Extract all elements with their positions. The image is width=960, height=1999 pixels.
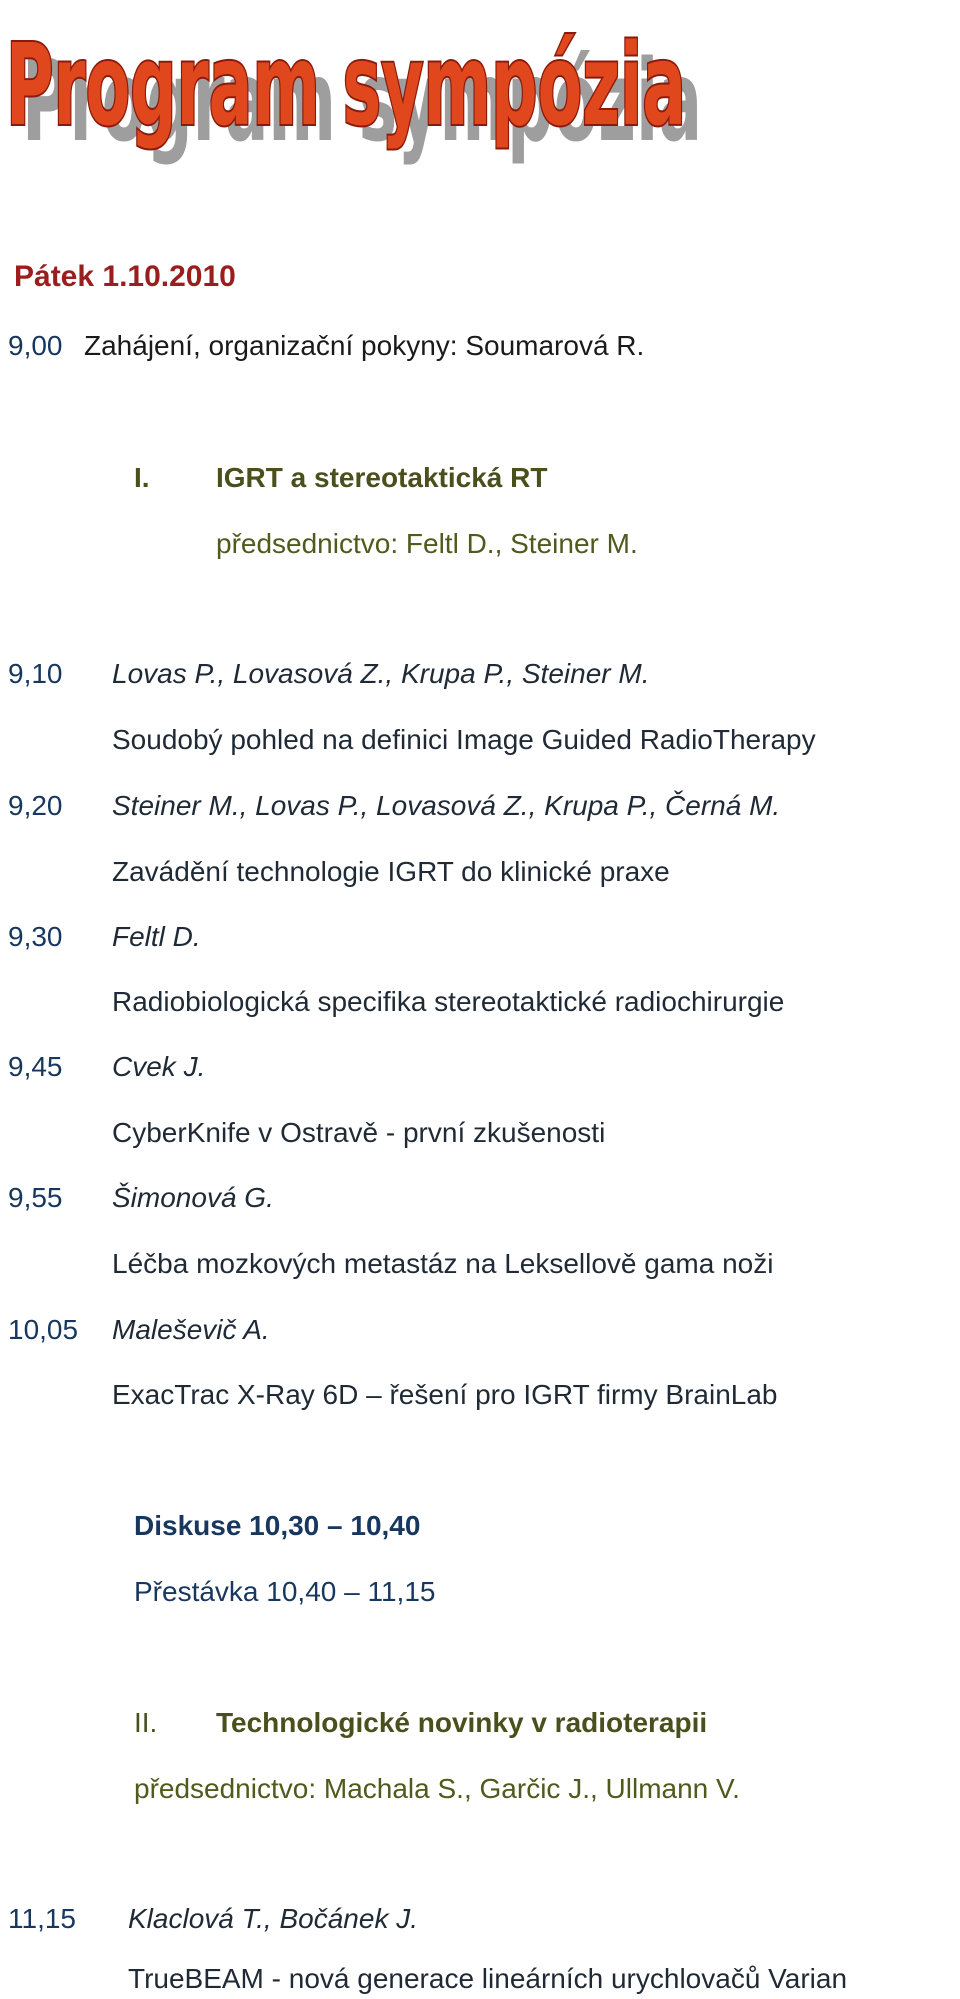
day-heading: Pátek 1.10.2010 xyxy=(14,260,236,293)
logo-shadow-text: Program sympózia xyxy=(22,37,702,167)
talk-title: ExacTrac X-Ray 6D – řešení pro IGRT firmy BrainLab xyxy=(112,1379,778,1410)
talk-title: Soudobý pohled na definici Image Guided RadioTherapy xyxy=(112,724,816,755)
section1-title: IGRT a stereotaktická RT xyxy=(216,462,548,493)
section1-chairs: předsednictvo: Feltl D., Steiner M. xyxy=(216,528,638,559)
talk-speakers: Lovas P., Lovasová Z., Krupa P., Steiner M. xyxy=(112,658,650,689)
talk-speakers: Steiner M., Lovas P., Lovasová Z., Krupa P., Černá M. xyxy=(112,790,781,821)
talk-speakers: Šimonová G. xyxy=(112,1182,274,1213)
section2-chairs: předsednictvo: Machala S., Garčic J., Ullmann V. xyxy=(134,1773,740,1804)
talk-speakers: Klaclová T., Bočánek J. xyxy=(128,1903,419,1934)
opening-text: Zahájení, organizační pokyny: Soumarová R. xyxy=(84,330,645,361)
talk-title: Radiobiologická specifika stereotaktické radiochirurgie xyxy=(112,986,785,1017)
talk-title: TrueBEAM - nová generace lineárních urychlovačů Varian xyxy=(128,1963,848,1994)
talk-speakers: Cvek J. xyxy=(112,1051,206,1082)
section1-number: I. xyxy=(134,462,150,493)
section2-title: Technologické novinky v radioterapii xyxy=(216,1707,708,1738)
break-time: Přestávka 10,40 – 11,15 xyxy=(134,1576,436,1607)
talk-title: CyberKnife v Ostravě - první zkušenosti xyxy=(112,1117,606,1148)
discussion-time: Diskuse 10,30 – 10,40 xyxy=(134,1510,421,1541)
talk-title: Zavádění technologie IGRT do klinické praxe xyxy=(112,856,670,887)
talk-speakers: Feltl D. xyxy=(112,921,201,952)
talk-time: 9,30 xyxy=(8,921,63,952)
program-logo xyxy=(0,0,720,180)
talk-speakers: Maleševič A. xyxy=(112,1314,270,1345)
logo-text: Program sympózia xyxy=(6,21,686,151)
talk-time: 9,20 xyxy=(8,790,63,821)
talk-time: 9,10 xyxy=(8,658,63,689)
talk-time: 9,55 xyxy=(8,1182,63,1213)
section2-number: II. xyxy=(134,1707,158,1738)
talk-time: 11,15 xyxy=(8,1903,76,1934)
opening-time: 9,00 xyxy=(8,330,63,361)
talk-title: Léčba mozkových metastáz na Leksellově gama noži xyxy=(112,1248,774,1279)
talk-time: 9,45 xyxy=(8,1051,63,1082)
talk-time: 10,05 xyxy=(8,1314,79,1345)
